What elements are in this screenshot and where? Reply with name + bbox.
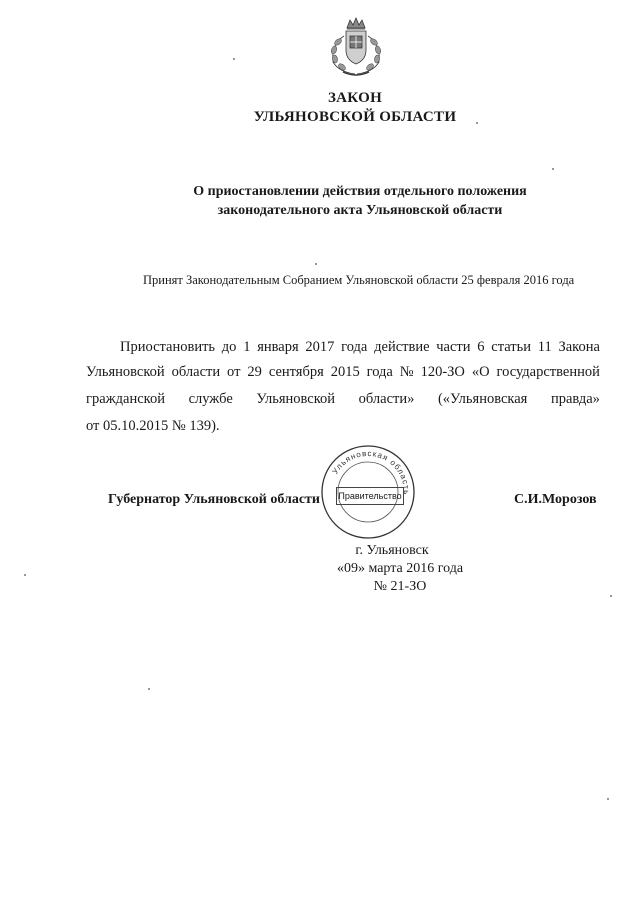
word: года xyxy=(366,364,393,380)
word: гражданской xyxy=(86,391,165,407)
word: 1 xyxy=(243,339,251,355)
word: года xyxy=(341,339,368,355)
word: области» xyxy=(358,391,415,407)
word: Ульяновской xyxy=(86,364,165,380)
scan-speck xyxy=(476,122,478,124)
word: 29 xyxy=(247,364,262,380)
signing-date: «09» марта 2016 года xyxy=(336,561,464,576)
ulyanovsk-coat-of-arms-icon xyxy=(317,14,395,80)
word: статьи xyxy=(491,339,532,355)
word: государственной xyxy=(496,364,600,380)
adoption-statement: Принят Законодательным Собранием Ульяновской области 25 февраля 2016 года xyxy=(143,273,575,287)
word: правда» xyxy=(550,391,600,407)
scan-speck xyxy=(148,688,150,690)
scan-speck xyxy=(610,595,612,597)
word: до xyxy=(221,339,237,355)
body-line-2 xyxy=(86,364,600,381)
word: области xyxy=(171,364,221,380)
word: службе xyxy=(188,391,233,407)
svg-text:Ульяновская область: Ульяновская область xyxy=(330,448,412,496)
word: Ульяновской xyxy=(256,391,336,407)
word: Приостановить xyxy=(120,339,216,355)
word: января xyxy=(257,339,299,355)
scan-speck xyxy=(607,798,609,800)
signatory-name: С.И.Морозов xyxy=(514,492,597,507)
law-subject-line-2: законодательного акта Ульяновской области xyxy=(217,203,503,218)
law-subject-line-1: О приостановлении действия отдельного положения xyxy=(193,184,527,199)
body-line-3 xyxy=(86,391,600,408)
word: действие xyxy=(374,339,430,355)
law-region-heading: УЛЬЯНОВСКОЙ ОБЛАСТИ xyxy=(253,109,457,125)
scan-speck xyxy=(315,263,317,265)
scan-speck xyxy=(552,168,554,170)
word: Закона xyxy=(558,339,600,355)
law-number: № 21-ЗО xyxy=(373,579,427,594)
word: «О xyxy=(471,364,490,380)
word: («Ульяновская xyxy=(437,391,528,407)
word: от xyxy=(227,364,241,380)
word: 11 xyxy=(537,339,552,355)
law-heading: ЗАКОН xyxy=(327,90,383,106)
body-line-4: от 05.10.2015 № 139). xyxy=(86,418,220,434)
word: 6 xyxy=(477,339,485,355)
word: 2015 xyxy=(330,364,360,380)
signing-city: г. Ульяновск xyxy=(355,543,429,558)
seal-center-label: Правительство xyxy=(336,487,404,505)
word: сентября xyxy=(268,364,324,380)
word: 120-ЗО xyxy=(420,364,465,380)
word: части xyxy=(436,339,471,355)
body-line-1 xyxy=(120,339,600,356)
word: 2017 xyxy=(305,339,335,355)
scan-speck xyxy=(24,574,26,576)
word: № xyxy=(399,364,414,380)
scan-speck xyxy=(233,58,235,60)
signatory-position: Губернатор Ульяновской области xyxy=(108,492,320,507)
